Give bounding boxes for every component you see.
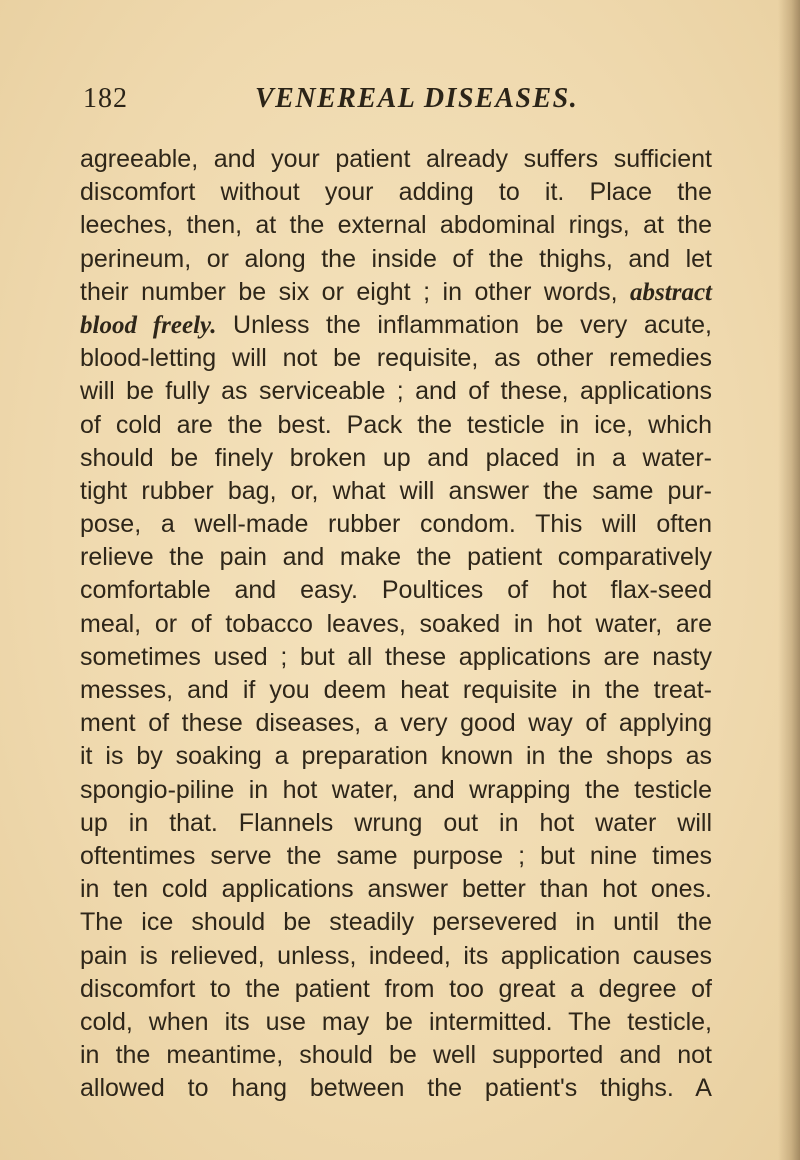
line-text: should be finely broken up and placed in a water- (80, 443, 712, 472)
text-line (80, 276, 712, 309)
text-line (80, 774, 712, 807)
text-line (80, 641, 712, 674)
line-text: will be fully as serviceable ; and of these, applications (80, 377, 712, 406)
text-line (80, 1072, 712, 1105)
emphasized-text: abstract (630, 278, 712, 306)
line-text: agreeable, and your patient already suffers sufficient (80, 145, 712, 173)
line-text: tight rubber bag, or, what will answer the same pur- (80, 476, 712, 505)
text-line (80, 674, 712, 707)
line-text: allowed to hang between the patient's thighs. A (80, 1074, 712, 1103)
text-line (80, 309, 712, 342)
line-text: in ten cold applications answer better than hot ones. (80, 875, 712, 904)
line-text: spongio-piline in hot water, and wrapping the testicle (80, 775, 712, 804)
line-text: relieve the pain and make the patient comparatively (80, 543, 712, 572)
text-line (80, 906, 712, 939)
text-line (80, 740, 712, 773)
text-line (80, 973, 712, 1006)
line-text: perineum, or along the inside of the thighs, and let (80, 244, 712, 273)
text-line (80, 873, 712, 906)
line-text: in the meantime, should be well supported and not (80, 1041, 712, 1070)
page-header (83, 83, 723, 123)
line-text: ment of these diseases, a very good way of applying (80, 709, 712, 738)
text-line (80, 209, 712, 242)
line-text: leeches, then, at the external abdominal rings, at the (80, 211, 712, 240)
body-paragraph (80, 143, 712, 1105)
line-text: meal, or of tobacco leaves, soaked in hot water, are (80, 609, 712, 638)
line-text: up in that. Flannels wrung out in hot water will (80, 808, 712, 837)
line-text: oftentimes serve the same purpose ; but nine times (80, 841, 712, 870)
page-number: 182 (83, 83, 128, 114)
text-line (80, 1006, 712, 1039)
line-text: cold, when its use may be intermitted. The testicle, (80, 1007, 712, 1036)
emphasized-text: blood freely. (80, 311, 217, 339)
line-text: messes, and if you deem heat requisite in the treat- (80, 676, 712, 704)
line-text: sometimes used ; but all these applications are nasty (80, 642, 712, 671)
text-line (80, 840, 712, 873)
line-text: pose, a well-made rubber condom. This will often (80, 510, 712, 539)
line-text: comfortable and easy. Poultices of hot flax-seed (80, 576, 712, 605)
running-head: VENEREAL DISEASES. (255, 83, 579, 114)
line-text: of cold are the best. Pack the testicle in ice, which (80, 410, 712, 439)
line-text: pain is relieved, unless, indeed, its application causes (80, 941, 712, 970)
line-text: it is by soaking a preparation known in the shops as (80, 742, 712, 771)
line-text: their number be six or eight ; in other words, (80, 277, 631, 306)
text-line (80, 1039, 712, 1072)
text-line (80, 574, 712, 607)
text-line (80, 342, 712, 375)
text-line (80, 409, 712, 442)
text-line (80, 541, 712, 574)
text-line (80, 707, 712, 740)
line-text: discomfort to the patient from too great a degree of (80, 974, 712, 1003)
text-line (80, 375, 712, 408)
text-line (80, 243, 712, 276)
text-line (80, 176, 712, 209)
line-text: The ice should be steadily persevered in until the (80, 908, 712, 937)
line-text: discomfort without your adding to it. Place the (80, 178, 712, 207)
text-line (80, 608, 712, 641)
line-text: blood-letting will not be requisite, as other remedies (80, 344, 712, 373)
line-text: Unless the inflammation be very acute, (216, 310, 712, 339)
text-line (80, 143, 712, 176)
text-line (80, 940, 712, 973)
text-line (80, 508, 712, 541)
text-line (80, 475, 712, 508)
page-edge-shadow (778, 0, 800, 1160)
text-line (80, 807, 712, 840)
text-line (80, 442, 712, 475)
